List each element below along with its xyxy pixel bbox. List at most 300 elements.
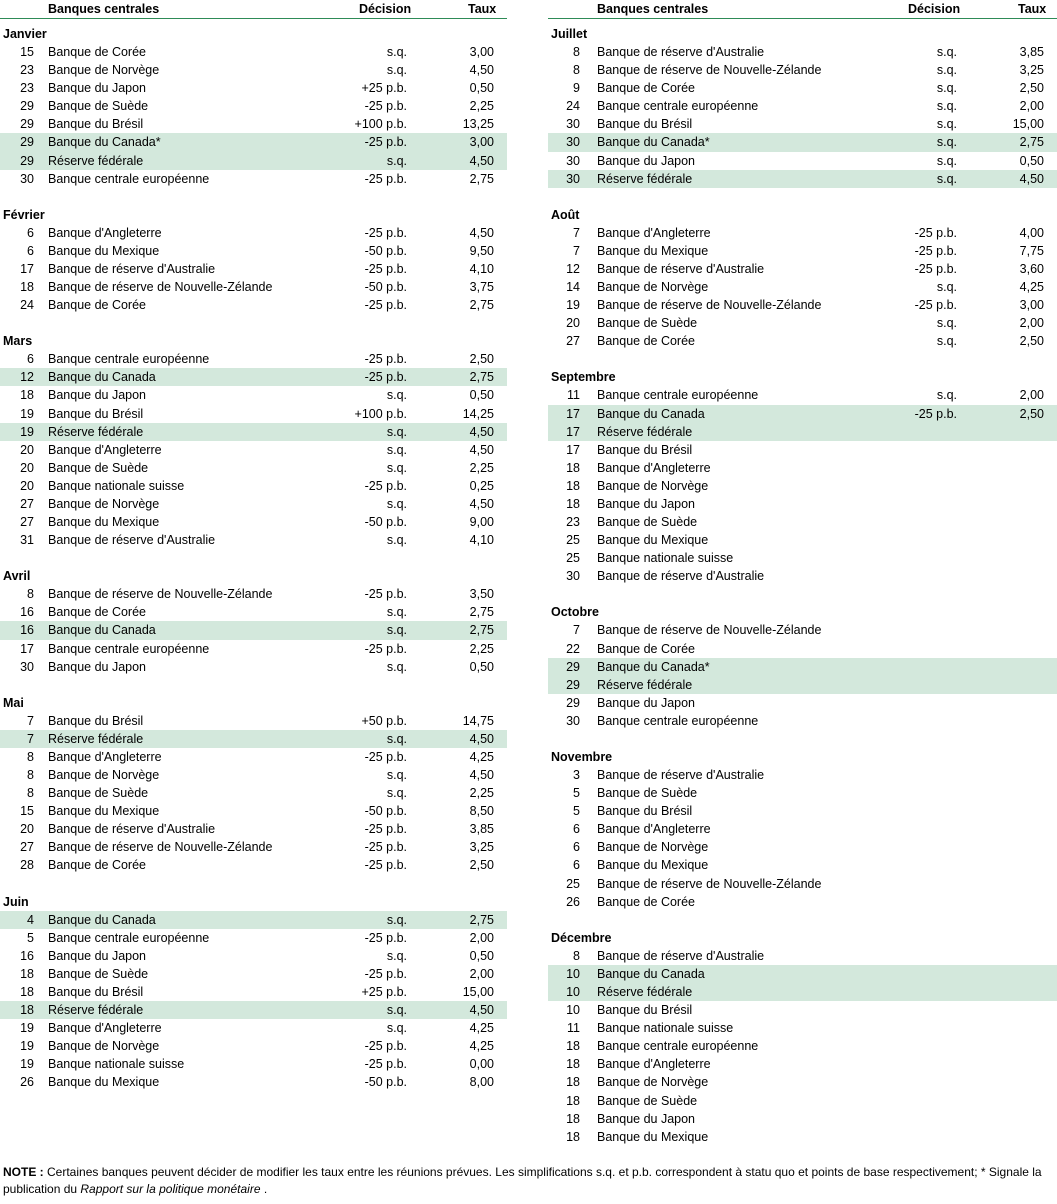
table-row: [548, 495, 1057, 513]
bank-cell: Banque du Japon: [597, 695, 696, 710]
day-cell: 6: [573, 822, 580, 837]
bank-cell: Banque de réserve d'Australie: [597, 261, 765, 276]
day-cell: 30: [20, 659, 34, 674]
table-row: [548, 676, 1057, 694]
table-row: [548, 549, 1057, 567]
day-cell: 18: [566, 1129, 580, 1144]
bank-cell: Banque d'Angleterre: [597, 1057, 711, 1072]
rate-cell: 2,25: [469, 99, 494, 114]
day-cell: 27: [566, 334, 580, 349]
decision-cell: s.q.: [936, 280, 957, 295]
day-cell: 30: [566, 117, 580, 132]
left-header: [0, 0, 507, 19]
decision-cell: s.q.: [936, 117, 957, 132]
table-row: [0, 133, 507, 151]
table-row: [0, 838, 507, 856]
month-gap: [548, 730, 1057, 742]
table-row: [0, 1073, 507, 1091]
day-cell: 25: [566, 551, 580, 566]
bank-cell: Banque centrale européenne: [597, 388, 759, 403]
rate-cell: 4,50: [469, 731, 494, 746]
day-cell: 17: [20, 641, 34, 656]
month-heading: Décembre: [551, 930, 612, 945]
decision-cell: s.q.: [936, 388, 957, 403]
rate-cell: 0,50: [469, 388, 494, 403]
bank-cell: Réserve fédérale: [597, 984, 693, 999]
decision-cell: s.q.: [386, 605, 407, 620]
bank-cell: Banque de Norvège: [48, 768, 160, 782]
rate-cell: 13,25: [462, 117, 494, 132]
day-cell: 19: [20, 424, 34, 439]
table-row: [0, 585, 507, 603]
rate-cell: 4,25: [469, 749, 494, 764]
table-row: [0, 368, 507, 386]
day-cell: 20: [566, 316, 580, 331]
decision-cell: -25 p.b.: [914, 243, 957, 258]
decision-cell: -25 p.b.: [364, 966, 407, 981]
decision-cell: s.q.: [386, 1021, 407, 1036]
bank-cell: Banque de Norvège: [48, 63, 160, 78]
bank-cell: Banque du Brésil: [597, 442, 693, 457]
rate-cell: 2,75: [469, 298, 494, 313]
table-row: [548, 766, 1057, 784]
decision-cell: -25 p.b.: [364, 749, 407, 764]
decision-cell: -25 p.b.: [364, 171, 407, 186]
note-italic: Rapport sur la politique monétaire: [80, 1182, 261, 1196]
bank-cell: Banque de Suède: [48, 786, 149, 801]
table-row: [548, 386, 1057, 404]
decision-cell: -25 p.b.: [914, 406, 957, 421]
day-cell: 18: [566, 1093, 580, 1108]
bank-cell: Banque du Brésil: [48, 713, 144, 728]
table-row: [548, 441, 1057, 459]
table-row: [548, 965, 1057, 983]
month-heading: Octobre: [551, 605, 599, 620]
day-cell: 23: [20, 63, 34, 78]
bank-cell: Banque du Brésil: [597, 1003, 693, 1018]
table-row: [548, 875, 1057, 893]
table-row: [548, 838, 1057, 856]
bank-cell: Réserve fédérale: [48, 1003, 144, 1018]
header-rate: Taux: [468, 2, 497, 16]
day-cell: 31: [20, 533, 34, 548]
day-cell: 19: [566, 298, 580, 313]
table-row: [548, 1110, 1057, 1128]
right-body: [548, 25, 1057, 1146]
day-cell: 8: [27, 768, 34, 782]
bank-cell: Banque de réserve d'Australie: [597, 569, 765, 584]
bank-cell: Banque de Norvège: [597, 840, 709, 855]
table-row: [548, 133, 1057, 151]
bank-cell: Réserve fédérale: [48, 153, 144, 168]
month-gap: [548, 188, 1057, 200]
month-heading: Août: [551, 207, 580, 222]
decision-cell: s.q.: [936, 63, 957, 78]
decision-cell: s.q.: [936, 171, 957, 186]
rate-cell: 0,50: [469, 81, 494, 96]
rate-cell: 2,50: [469, 352, 494, 367]
rate-cell: 3,00: [1019, 298, 1044, 313]
day-cell: 16: [20, 623, 34, 638]
decision-cell: s.q.: [936, 99, 957, 114]
month-heading: Novembre: [551, 750, 613, 764]
day-cell: 19: [20, 1057, 34, 1072]
bank-cell: Banque de réserve de Nouvelle-Zélande: [597, 63, 822, 78]
decision-cell: s.q.: [386, 63, 407, 78]
table-row: [0, 640, 507, 658]
rate-cell: 2,50: [469, 858, 494, 873]
bank-cell: Banque de Corée: [48, 858, 146, 873]
rate-cell: 8,50: [469, 804, 494, 819]
bank-cell: Banque du Canada: [597, 966, 705, 981]
bank-cell: Réserve fédérale: [48, 424, 144, 439]
table-row: [548, 784, 1057, 802]
bank-cell: Banque du Brésil: [48, 984, 144, 999]
day-cell: 18: [566, 1057, 580, 1072]
rate-cell: 3,85: [469, 822, 494, 837]
rate-cell: 4,25: [1019, 280, 1044, 295]
decision-cell: s.q.: [386, 153, 407, 168]
bank-cell: Banque du Brésil: [48, 117, 144, 132]
month-gap: [0, 676, 507, 688]
bank-cell: Banque de réserve de Nouvelle-Zélande: [597, 876, 822, 891]
bank-cell: Banque du Mexique: [597, 243, 709, 258]
decision-cell: s.q.: [386, 768, 407, 782]
rate-cell: 2,00: [1019, 99, 1044, 114]
decision-cell: s.q.: [386, 388, 407, 403]
bank-cell: Banque de réserve d'Australie: [48, 261, 216, 276]
bank-cell: Banque de réserve de Nouvelle-Zélande: [48, 840, 273, 855]
footnote: [3, 1164, 1043, 1198]
decision-cell: s.q.: [936, 153, 957, 168]
day-cell: 19: [20, 1021, 34, 1036]
day-cell: 10: [566, 984, 580, 999]
bank-cell: Banque du Mexique: [597, 1129, 709, 1144]
bank-cell: Banque de réserve de Nouvelle-Zélande: [48, 280, 273, 295]
day-cell: 29: [20, 135, 34, 150]
rate-cell: 3,00: [469, 45, 494, 59]
rate-cell: 4,10: [469, 533, 494, 548]
table-row: [0, 712, 507, 730]
table-row: [0, 97, 507, 115]
table-row: [0, 1055, 507, 1073]
day-cell: 6: [27, 352, 34, 367]
day-cell: 4: [27, 912, 34, 927]
rate-cell: 0,00: [469, 1057, 494, 1072]
decision-cell: s.q.: [936, 45, 957, 59]
day-cell: 27: [20, 840, 34, 855]
table-row: [0, 459, 507, 477]
rate-cell: 4,25: [469, 1021, 494, 1036]
bank-cell: Banque de réserve de Nouvelle-Zélande: [48, 587, 273, 602]
decision-cell: -25 p.b.: [364, 822, 407, 837]
table-row: [548, 947, 1057, 965]
day-cell: 20: [20, 442, 34, 457]
table-row: [0, 350, 507, 368]
day-cell: 12: [20, 370, 34, 385]
rate-cell: 2,75: [469, 912, 494, 927]
day-cell: 7: [27, 713, 34, 728]
table-row: [0, 441, 507, 459]
rate-cell: 3,25: [469, 840, 494, 855]
rate-cell: 8,00: [469, 1075, 494, 1090]
day-cell: 29: [20, 153, 34, 168]
header-rate: Taux: [1018, 2, 1047, 16]
table-row: [0, 1037, 507, 1055]
table-row: [548, 115, 1057, 133]
decision-cell: -25 p.b.: [364, 587, 407, 602]
month-gap: [0, 875, 507, 887]
decision-cell: +100 p.b.: [354, 117, 407, 132]
day-cell: 20: [20, 460, 34, 475]
decision-cell: -25 p.b.: [364, 261, 407, 276]
bank-cell: Banque de réserve de Nouvelle-Zélande: [597, 623, 822, 638]
day-cell: 12: [566, 261, 580, 276]
decision-cell: -25 p.b.: [364, 1057, 407, 1072]
table-row: [0, 242, 507, 260]
day-cell: 24: [20, 298, 34, 313]
bank-cell: Banque du Canada*: [597, 135, 710, 150]
rate-cell: 4,50: [469, 225, 494, 240]
bank-cell: Banque centrale européenne: [48, 352, 210, 367]
table-row: [548, 531, 1057, 549]
decision-cell: s.q.: [386, 912, 407, 927]
day-cell: 29: [20, 117, 34, 132]
table-row: [0, 911, 507, 929]
table-row: [548, 423, 1057, 441]
bank-cell: Banque de Suède: [597, 786, 698, 801]
day-cell: 19: [20, 1039, 34, 1054]
bank-cell: Banque de réserve d'Australie: [597, 45, 765, 59]
table-row: [0, 477, 507, 495]
table-row: [548, 802, 1057, 820]
decision-cell: -25 p.b.: [364, 99, 407, 114]
bank-cell: Banque de Suède: [597, 515, 698, 530]
table-row: [548, 1001, 1057, 1019]
bank-cell: Banque de Norvège: [597, 478, 709, 493]
decision-cell: s.q.: [386, 948, 407, 963]
day-cell: 20: [20, 478, 34, 493]
day-cell: 18: [20, 1003, 34, 1018]
table-row: [0, 983, 507, 1001]
day-cell: 27: [20, 515, 34, 530]
bank-cell: Banque du Mexique: [48, 243, 160, 258]
bank-cell: Banque centrale européenne: [48, 641, 210, 656]
decision-cell: s.q.: [936, 81, 957, 96]
header-banks: Banques centrales: [597, 2, 709, 16]
bank-cell: Banque d'Angleterre: [48, 1021, 162, 1036]
day-cell: 5: [573, 804, 580, 819]
bank-cell: Banque d'Angleterre: [48, 749, 162, 764]
decision-cell: +25 p.b.: [361, 984, 407, 999]
day-cell: 18: [566, 496, 580, 511]
day-cell: 15: [20, 804, 34, 819]
decision-cell: +100 p.b.: [354, 406, 407, 421]
table-row: [548, 567, 1057, 585]
decision-cell: -25 p.b.: [364, 1039, 407, 1054]
day-cell: 30: [566, 171, 580, 186]
day-cell: 8: [573, 63, 580, 78]
bank-cell: Banque centrale européenne: [597, 1039, 759, 1054]
table-row: [0, 603, 507, 621]
table-row: [0, 531, 507, 549]
table-row: [0, 784, 507, 802]
day-cell: 8: [27, 786, 34, 801]
month-heading: Mars: [3, 334, 33, 349]
day-cell: 18: [566, 1075, 580, 1090]
rate-cell: 4,50: [469, 442, 494, 457]
table-row: [0, 43, 507, 61]
bank-cell: Banque du Canada*: [597, 659, 710, 674]
day-cell: 27: [20, 496, 34, 511]
month-gap: [548, 350, 1057, 362]
day-cell: 10: [566, 966, 580, 981]
decision-cell: +50 p.b.: [361, 713, 407, 728]
decision-cell: s.q.: [386, 659, 407, 674]
bank-cell: Banque du Japon: [597, 496, 696, 511]
day-cell: 15: [20, 45, 34, 59]
table-row: [0, 513, 507, 531]
bank-cell: Banque centrale européenne: [48, 171, 210, 186]
table-row: [0, 1001, 507, 1019]
day-cell: 7: [573, 623, 580, 638]
day-cell: 18: [566, 1039, 580, 1054]
decision-cell: s.q.: [386, 731, 407, 746]
bank-cell: Banque du Canada: [597, 406, 705, 421]
table-row: [548, 640, 1057, 658]
table-row: [548, 658, 1057, 676]
rate-cell: 2,00: [1019, 388, 1044, 403]
day-cell: 18: [20, 984, 34, 999]
rate-cell: 2,00: [1019, 316, 1044, 331]
table-row: [548, 513, 1057, 531]
table-row: [548, 1037, 1057, 1055]
rate-cell: 15,00: [462, 984, 494, 999]
day-cell: 29: [566, 659, 580, 674]
bank-cell: Banque centrale européenne: [48, 930, 210, 945]
table-row: [548, 856, 1057, 874]
decision-cell: s.q.: [386, 45, 407, 59]
table-row: [548, 97, 1057, 115]
day-cell: 10: [566, 1003, 580, 1018]
day-cell: 8: [573, 948, 580, 963]
table-row: [0, 61, 507, 79]
decision-cell: s.q.: [936, 316, 957, 331]
decision-cell: -25 p.b.: [364, 641, 407, 656]
rate-cell: 14,75: [462, 713, 494, 728]
day-cell: 29: [566, 695, 580, 710]
bank-cell: Banque de réserve de Nouvelle-Zélande: [597, 298, 822, 313]
table-row: [0, 115, 507, 133]
day-cell: 7: [27, 731, 34, 746]
day-cell: 28: [20, 858, 34, 873]
bank-cell: Banque d'Angleterre: [48, 442, 162, 457]
bank-cell: Banque du Mexique: [48, 804, 160, 819]
day-cell: 30: [566, 135, 580, 150]
day-cell: 26: [20, 1075, 34, 1090]
rate-cell: 2,25: [469, 641, 494, 656]
table-row: [0, 386, 507, 404]
table-row: [548, 170, 1057, 188]
table-row: [0, 766, 507, 784]
table-row: [548, 242, 1057, 260]
bank-cell: Banque nationale suisse: [597, 551, 734, 566]
header-banks: Banques centrales: [48, 2, 160, 16]
table-row: [0, 802, 507, 820]
bank-cell: Banque de Norvège: [597, 1075, 709, 1090]
table-row: [548, 820, 1057, 838]
right-column: [548, 0, 1057, 1146]
bank-cell: Banque de réserve d'Australie: [48, 822, 216, 837]
rate-cell: 2,25: [469, 460, 494, 475]
rate-cell: 0,50: [1019, 153, 1044, 168]
left-column: [0, 0, 507, 1092]
table-row: [548, 1019, 1057, 1037]
month-gap: [0, 314, 507, 326]
month-heading: Février: [3, 207, 45, 222]
bank-cell: Banque du Japon: [48, 81, 147, 96]
day-cell: 30: [566, 713, 580, 728]
table-row: [0, 965, 507, 983]
bank-cell: Banque de Corée: [48, 298, 146, 313]
decision-cell: -50 p.b.: [364, 1075, 407, 1090]
day-cell: 17: [566, 442, 580, 457]
table-row: [0, 730, 507, 748]
bank-cell: Banque de réserve d'Australie: [597, 948, 765, 963]
bank-cell: Banque de Norvège: [48, 496, 160, 511]
day-cell: 5: [27, 930, 34, 945]
month-heading: Mai: [3, 695, 24, 710]
bank-cell: Banque du Japon: [48, 388, 147, 403]
table-row: [548, 1092, 1057, 1110]
decision-cell: s.q.: [386, 424, 407, 439]
bank-cell: Banque nationale suisse: [48, 478, 185, 493]
table-row: [0, 621, 507, 639]
rate-cell: 2,25: [469, 786, 494, 801]
bank-cell: Banque de Corée: [597, 81, 695, 96]
day-cell: 8: [27, 749, 34, 764]
table-row: [0, 278, 507, 296]
table-row: [548, 1073, 1057, 1091]
table-row: [0, 658, 507, 676]
day-cell: 18: [566, 478, 580, 493]
day-cell: 6: [573, 858, 580, 873]
table-row: [0, 748, 507, 766]
rate-cell: 4,25: [469, 1039, 494, 1054]
day-cell: 6: [27, 225, 34, 240]
table-row: [548, 61, 1057, 79]
day-cell: 7: [573, 243, 580, 258]
decision-cell: -25 p.b.: [364, 840, 407, 855]
table-row: [0, 1019, 507, 1037]
bank-cell: Banque nationale suisse: [597, 1021, 734, 1036]
table-row: [548, 296, 1057, 314]
day-cell: 5: [573, 786, 580, 801]
decision-cell: s.q.: [936, 334, 957, 349]
bank-cell: Banque du Japon: [48, 948, 147, 963]
day-cell: 30: [566, 569, 580, 584]
month-gap: [0, 549, 507, 561]
decision-cell: s.q.: [386, 460, 407, 475]
bank-cell: Banque d'Angleterre: [597, 822, 711, 837]
month-heading: Septembre: [551, 370, 616, 385]
rate-cell: 9,50: [469, 243, 494, 258]
table-row: [0, 170, 507, 188]
day-cell: 9: [573, 81, 580, 96]
day-cell: 3: [573, 768, 580, 782]
rate-cell: 2,75: [469, 370, 494, 385]
table-row: [548, 278, 1057, 296]
